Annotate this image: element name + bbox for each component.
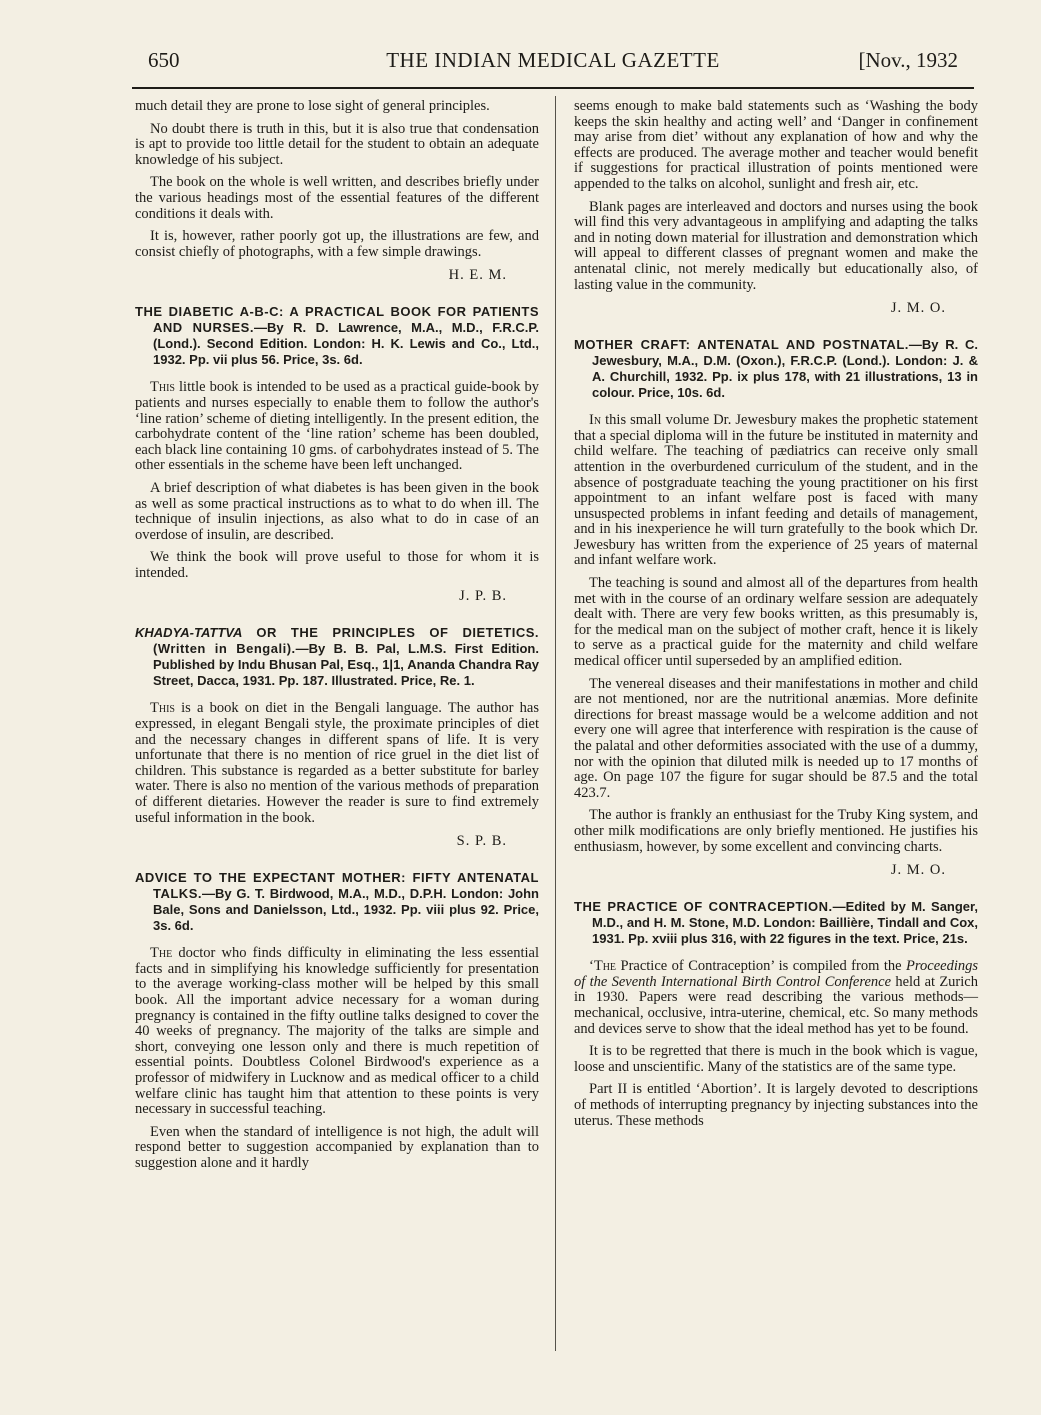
header-rule (132, 87, 974, 89)
paragraph: Even when the standard of intelligence is not high, the adult will respond better to suggestion accompanied by explanation than to suggestion alone and it hardly (135, 1123, 539, 1171)
paragraph: It is, however, rather poorly got up, the illustrations are few, and consist chiefly of photographs, with a few simple drawings. (135, 228, 539, 260)
paragraph: It is to be regretted that there is much in the book which is vague, loose and unscientific. Many of the statistics are of the same type. (574, 1043, 978, 1075)
opening-word: In (589, 412, 602, 429)
paragraph-text: held at Zurich in 1930. Papers were read describing the various methods—mechanical, occlusive, intra-uterine, chemical, etc. So many methods and devices serve to show that the ideal method has yet to be found. (574, 973, 978, 1037)
reviewer-signature: H. E. M. (448, 267, 507, 284)
opening-word: The (150, 945, 173, 962)
paragraph-text: Practice of Contraception’ is compiled from the (616, 958, 907, 975)
opening-word: This (150, 379, 175, 396)
paragraph: The teaching is sound and almost all of the departures from health met with in the course of an ordinary welfare session are adequately dealt with. There are very few books written, as this presumably is, for the medical man on the subject of mother craft, hence it is likely to serve as a practical guide for the maternity and child welfare medical officer until superseded by an amplified edition. (574, 575, 978, 670)
review-details: —By R. C. Jewesbury, M.A., D.M. (Oxon.), F.R.C.P. (Lond.). London: J. & A. Churchill, 1932. Pp. ix plus 178, with 21 illustrations, 13 in colour. Price, 10s. 6d. (592, 337, 978, 401)
review-title-italic: KHADYA-TATTVA (135, 625, 243, 641)
review-details: —Edited by M. Sanger, M.D., and H. M. Stone, M.D. London: Baillière, Tindall and Cox, 1931. Pp. xviii plus 316, with 22 figures in the text. Price, 21s. (592, 899, 978, 947)
paragraph: No doubt there is truth in this, but it is also true that condensation is apt to provide too little detail for the student to obtain an adequate knowledge of his subject. (135, 120, 539, 168)
running-head (148, 48, 958, 84)
left-column (135, 99, 539, 1179)
review-heading (574, 337, 978, 401)
column-divider (555, 96, 556, 1351)
paragraph: The author is frankly an enthusiast for the Truby King system, and other milk modifications are only briefly mentioned. He justifies his enthusiasm, however, by some excellent and convincing charts. (574, 807, 978, 855)
right-column (574, 99, 978, 1136)
reviewer-signature: J. M. O. (890, 300, 946, 317)
paragraph: The book on the whole is well written, and describes briefly under the various headings most of the essential features of the different conditions it deals with. (135, 174, 539, 222)
review-heading (135, 870, 539, 934)
opening-word: The (593, 958, 617, 975)
open-quote: ‘ (589, 958, 594, 975)
reviewer-signature: J. M. O. (890, 862, 946, 879)
paragraph: this small volume Dr. Jewesbury makes the prophetic statement that a special diploma will in the future be instituted in maternity and child welfare. The teaching of pædiatrics can receive only small attention in the overburdened curriculum of the student, and in the absence of postgraduate teaching the young practitioner on his first appointment to an infant welfare post is faced with many unsuspected problems in infant feeding and details of management, and in his inexperience he will turn gratefully to the book which Dr. Jewesbury has written from the experience of 25 years of maternal and infant welfare work. (574, 412, 978, 569)
review-heading (135, 625, 539, 689)
paragraph: is a book on diet in the Bengali language. The author has expressed, in elegant Bengali style, the proximate principles of diet and the necessary changes in different spans of life. It is very unfortunate that there is no mention of rice gruel in the diet list of children. This substance is regarded as a better substitute for barley water. There is also no mention of the various methods of preparation of different dietaries. However the reader is sure to find extremely useful information in the book. (135, 700, 539, 826)
journal-title: THE INDIAN MEDICAL GAZETTE (386, 48, 720, 72)
paragraph: Blank pages are interleaved and doctors and nurses using the book will find this very advantageous in amplifying and adapting the talks and in noting down material for illustration and demonstration which will appeal to different classes of pregnant women and make the antenatal clinic, not merely medically but educationally also, of lasting value in the community. (574, 198, 978, 293)
review-title: ADVICE TO THE EXPECTANT MOTHER: FIFTY ANTENATAL TALKS. (135, 870, 539, 902)
review-details: —By G. T. Birdwood, M.A., M.D., D.P.H. London: John Bale, Sons and Danielsson, Ltd., 1932. Pp. viii plus 92. Price, 3s. 6d. (153, 886, 539, 934)
paragraph: little book is intended to be used as a practical guide-book by patients and nurses especially to enable them to follow the author's ‘line ration’ scheme of dieting intelligently. In the present edition, the carbohydrate content of the ‘line ration’ scheme has been doubled, each black line containing 10 gms. of carbohydrates instead of 5. The other essentials in the scheme have been left unchanged. (135, 379, 539, 474)
reviewer-signature: J. P. B. (459, 588, 507, 605)
paragraph: Part II is entitled ‘Abortion’. It is largely devoted to descriptions of methods of interrupting pregnancy by injecting substances into the uterus. These methods (574, 1081, 978, 1129)
paragraph: We think the book will prove useful to those for whom it is intended. (135, 549, 539, 581)
reviewer-signature: S. P. B. (456, 833, 507, 850)
review-title: THE DIABETIC A-B-C: A PRACTICAL BOOK FOR PATIENTS AND NURSES. (135, 304, 539, 336)
paragraph: The venereal diseases and their manifestations in mother and child are not mentioned, nor are the nutritional anæmias. More definite directions for breast massage would be a welcome addition and not every one will agree that interference with respiration is the cause of the palatal and other deformities associated with the use of a dummy, nor with the opinion that diluted milk is needed up to 17 months of age. On page 107 the figure for sugar should be 87.5 and the total 423.7. (574, 675, 978, 801)
proceedings-title: Proceedings of the Seventh International Birth Control Conference (574, 958, 978, 990)
issue-date: [Nov., 1932 (858, 48, 958, 72)
review-heading (574, 899, 978, 947)
review-title: OR THE PRINCIPLES OF DIETETICS. (Written in Bengali). (153, 625, 539, 657)
paragraph: A brief description of what diabetes is has been given in the book as well as some practical instructions as to what to do when ill. The technique of insulin injections, as also what to do in case of an overdose of insulin, are described. (135, 479, 539, 543)
page-number: 650 (148, 48, 180, 72)
paragraph: doctor who finds difficulty in eliminating the less essential facts and in simplifying his knowledge sufficiently for presentation to the average working-class mother will be helped by this small book. All the important advice necessary for a woman during pregnancy is contained in the fifty outline talks designed to cover the 40 weeks of pregnancy. The majority of the talks are simple and short, conveying one lesson only and there is much repetition of essential points. Doubtless Colonel Birdwood's experience as a professor of midwifery in Lucknow and as medical officer to a child welfare clinic has taught him that attention to these points is very necessary in successful teaching. (135, 945, 539, 1118)
paragraph: much detail they are prone to lose sight of general principles. (135, 98, 490, 114)
review-title: MOTHER CRAFT: ANTENATAL AND POSTNATAL. (574, 337, 909, 353)
review-details: —By B. B. Pal, L.M.S. First Edition. Published by Indu Bhusan Pal, Esq., 1|1, Ananda Chandra Ray Street, Dacca, 1931. Pp. 187. Illustrated. Price, Re. 1. (153, 641, 539, 689)
review-title: THE PRACTICE OF CONTRACEPTION. (574, 899, 833, 915)
paragraph: seems enough to make bald statements such as ‘Washing the body keeps the skin healthy and acting well’ and ‘Danger in confinement may arise from diet’ without any explanation of how and why the effects are produced. The average mother and teacher would benefit if suggestions for practical illustration of points mentioned were appended to the talks on alcohol, sunlight and fresh air, etc. (574, 98, 978, 192)
opening-word: This (150, 700, 175, 717)
review-details: —By R. D. Lawrence, M.A., M.D., F.R.C.P. (Lond.). Second Edition. London: H. K. Lewis and Co., Ltd., 1932. Pp. vii plus 56. Price, 3s. 6d. (153, 320, 539, 368)
review-heading (135, 304, 539, 368)
